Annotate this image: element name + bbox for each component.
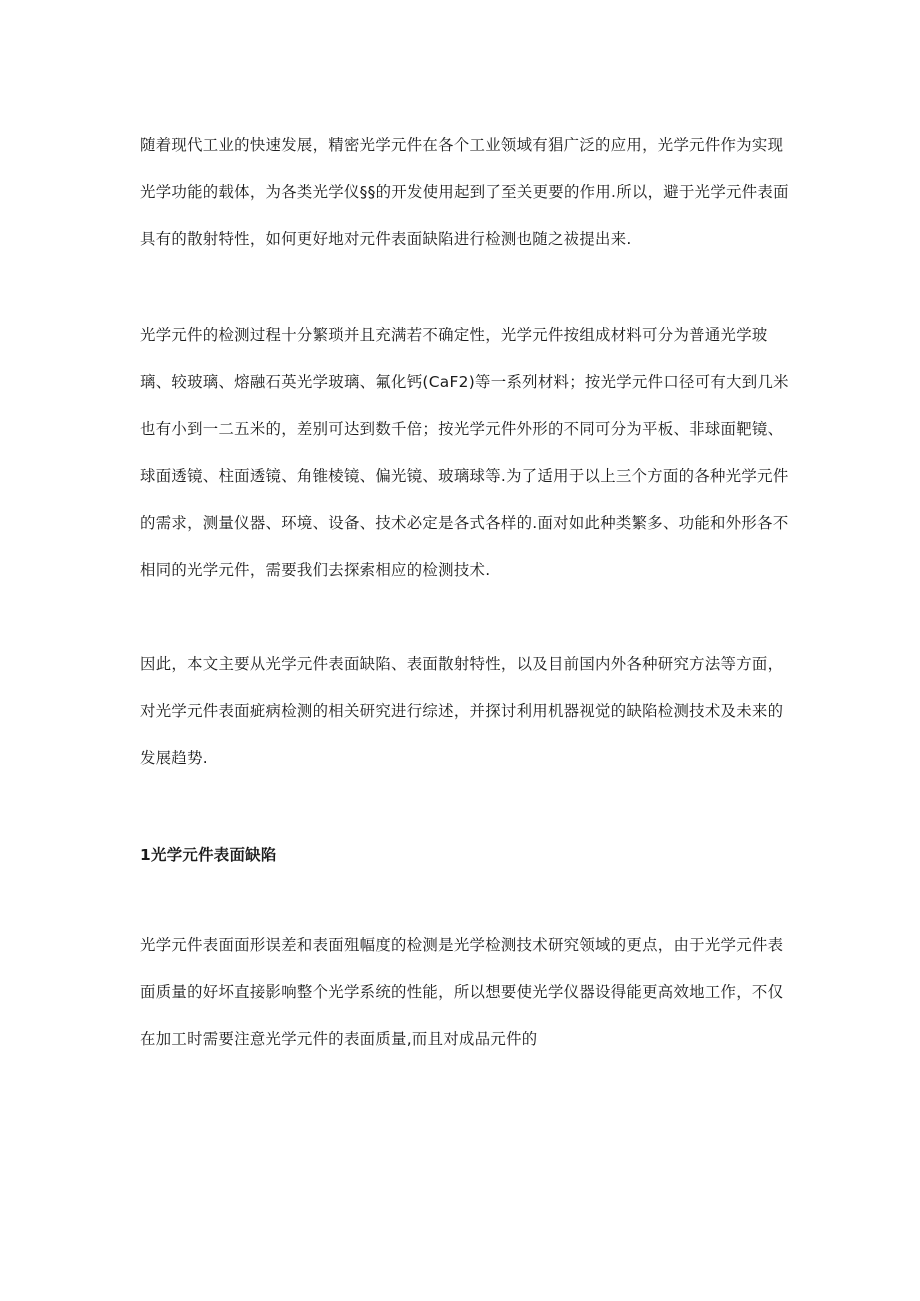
- paragraph-spacer: [140, 782, 790, 832]
- surface-defect-paragraph: [140, 922, 790, 1063]
- text-line: 相同的光学元件，需要我们去探索相应的检测技术.: [140, 561, 491, 579]
- text-line: 随着现代工业的快速发展，精密光学元件在各个工业领域有猖广泛的应用，光学元件作为实现: [140, 136, 784, 154]
- text-line: 面质量的好坏直接影响整个光学系统的性能，所以想要使光学仪器设得能更高效地工作，不仅: [140, 983, 784, 1001]
- paragraph-spacer: [140, 594, 790, 641]
- text-line: 具有的散射特性，如何更好地对元件表面缺陷进行检测也随之祓提出来.: [140, 230, 632, 248]
- text-line: 光学功能的载体，为各类光学仪§§的开发使用起到了至关更要的作用.所以，避于光学元件表面: [140, 183, 789, 201]
- paragraph-spacer: [140, 879, 790, 922]
- intro-paragraph: [140, 122, 790, 263]
- text-line: 因此，本文主要从光学元件表面缺陷、表面散射特性，以及目前国内外各种研究方法等方面，: [140, 655, 784, 673]
- text-line: 光学元件表面面形误差和表面殂幅度的检测是光学检测技术研究领域的更点，由于光学元件表: [140, 936, 784, 954]
- text-line: 在加工时需要注意光学元件的表面质量,而且对成品元件的: [140, 1030, 538, 1048]
- text-line: 发展趋势.: [140, 749, 208, 767]
- text-line: 璃、较玻璃、熔融石英光学玻璃、氟化钙(CaF2)等一系列材料；按光学元件口径可有大到几米: [140, 373, 789, 391]
- scope-paragraph: [140, 641, 790, 782]
- document-body: [140, 122, 790, 1063]
- paragraph-spacer: [140, 263, 790, 312]
- text-line: 光学元件的检测过程十分繁琐并且充满若不确定性，光学元件按组成材料可分为普通光学玻: [140, 326, 768, 344]
- classification-paragraph: [140, 312, 790, 594]
- text-line: 的需求，测量仪器、环境、设备、技术必定是各式各样的.面对如此种类繁多、功能和外形各不: [140, 514, 789, 532]
- text-line: 也有小到一二五米的，差别可达到数千倍；按光学元件外形的不同可分为平板、非球面靶镜、: [140, 420, 784, 438]
- section-heading: 1光学元件表面缺陷: [140, 846, 277, 864]
- text-line: 球面透镜、柱面透镜、角锥棱镜、偏光镜、玻璃球等.为了适用于以上三个方面的各种光学元件: [140, 467, 789, 485]
- text-line: 对光学元件表面疵病检测的相关研究进行综述，并探讨利用机器视觉的缺陷检测技术及未来的: [140, 702, 784, 720]
